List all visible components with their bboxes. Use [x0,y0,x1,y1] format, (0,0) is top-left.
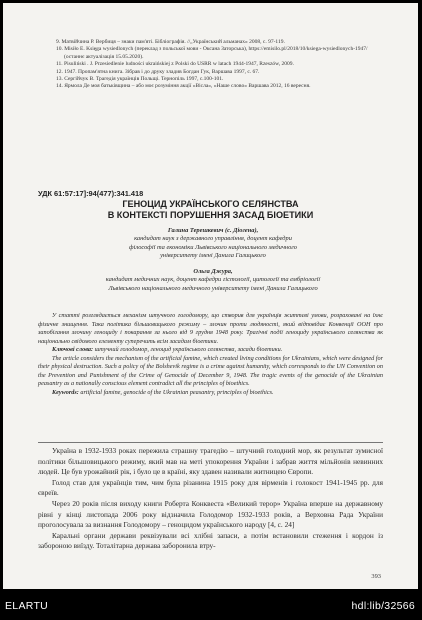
reference-item: 10. Misiło E. Księga wysiedlonych (переклад з польської мови - Оксана Заторська), https://emisilo.pl/2018/10/ksiega-wysiedlonych-1947/ (останнє актуалізація 15.05.2020). [56,46,368,60]
reference-item: 13. Сергійчук В. Трагедія українців Польщі. Тернопіль 1997, с.100-101. [56,76,224,83]
abstract-english: The article considers the mechanism of the artificial famine, which created living conditions for Ukrainians, which were designed for their physical destruction. Such a policy of the Bolshevik regime is a crime against humanity, which corresponds to the UN Convention on the Prevention and Punishment of the Crime of Genocide of December 9, 1948. The tragic events of the genocide of the Ukrainian peasantry as a nationally conscious element contradict all the principles of bioethics. [38,354,383,387]
article-body [38,446,383,552]
title-line: ГЕНОЦИД УКРАЇНСЬКОГО СЕЛЯНСТВА [122,199,299,209]
keywords-label: Keywords: [52,388,79,396]
reference-list [56,39,384,91]
journal-page [3,3,418,589]
author-affiliation: кандидат наук з державного управління, доцент кафедри [134,235,292,243]
udc-code: УДК 61:57:17]:94(477):341.418 [38,189,144,198]
author-affiliation: кандидат медичних наук, доцент кафедри гістології, цитології та ембріології [105,276,321,284]
author-affiliation: філософії та економіки Львівського національного медичного [129,243,297,251]
reference-item: 11. Pisuliński . J. Przesiedlenie ludności ukraińskiej z Polski do USRR w latach 1944-1947, Rzeszów, 2009. [56,61,294,68]
section-divider [38,442,383,443]
author-affiliation: університету імені Данила Галицького [160,251,266,259]
repository-name: ELARTU [5,600,49,612]
author-block-2 [43,268,383,293]
handle-id: hdl:lib/32566 [351,600,415,612]
keywords-text: штучний голодомор, геноцид українського селянства, засади біоетики. [93,346,283,353]
reference-item: 12. 1947. Пропам'ятна книга. Зібрав і до друку зладив Богдан Гук, Варшава 1997, с. 67. [56,68,260,75]
abstract [38,312,383,397]
body-paragraph: Україна в 1932-1933 роках пережила страшну трагедію – штучний голодний мор, як результат зумисної політики більшовицького режиму, який мав на меті упокорення України і забрав життя мільйонів невинних людей. Це був урожайний рік, і було це в країні, яку здавен називали житницею Європи. [38,446,383,477]
author-name: Галина Терешкевич (с. Діогена), [167,227,259,234]
article-title [38,199,383,221]
keywords-ukrainian [38,346,383,355]
author-name: Ольга Джура, [193,268,233,275]
title-line: В КОНТЕКСТІ ПОРУШЕННЯ ЗАСАД БІОЕТИКИ [107,210,314,220]
author-affiliation: Львівського національного медичного університету імені Данила Галицького [108,284,318,292]
body-paragraph: Каральні органи держави реквізували всі хлібні запаси, а потім встановили стеження і кордон із забороною виїзду. Тоталітарна держава заборонила втру- [38,530,383,551]
repository-footer [0,589,422,620]
reference-item: 9. Матвійчина Р. Вербиця – знаки пам'яті. Бібліографія. //„Український альманах» 2008, с. 97-119. [56,39,285,45]
author-block-1 [43,227,383,260]
keywords-text: artificial famine, genocide of the Ukrainian peasantry, principles of bioethics. [78,388,274,396]
keywords-label: Ключові слова: [52,346,94,353]
page-number: 393 [371,573,381,580]
abstract-ukrainian: У статті розглядається механізм штучного голодомору, що створив для українців життєві умови, розраховані на їхнє фізичне знищення. Така політика більшовицького режиму – злочин проти людяності, який відповідає Конвенції ООН про запобігання злочину геноциду і покарання за нього від 9 грудня 1948 року. Трагічні події геноциду українського селянства як національно свідомого елементу суперечить всім засадам біоетики. [38,312,383,345]
body-paragraph: Через 20 років після виходу книги Роберта Конквеста «Великий терор» Україна вперше на державному рівні у кінці листопада 2006 року відзначила Голодомор 1932-1933 років, а Верховна Рада України проголосувала за визнання Голодомору – геноцидом українського народу [4, с. 24] [38,498,383,530]
reference-item: 14. Ярмола Де моя батьківщина – або моє розуміння акції «Вісла», «Наше слово» Варшава 2012, 16 вересня. [56,83,311,90]
keywords-english [38,389,383,398]
body-paragraph: Голод став для українців тим, чим була різанина 1915 року для вірменів і голокост 1941-1945 рр. для євреїв. [38,477,383,498]
